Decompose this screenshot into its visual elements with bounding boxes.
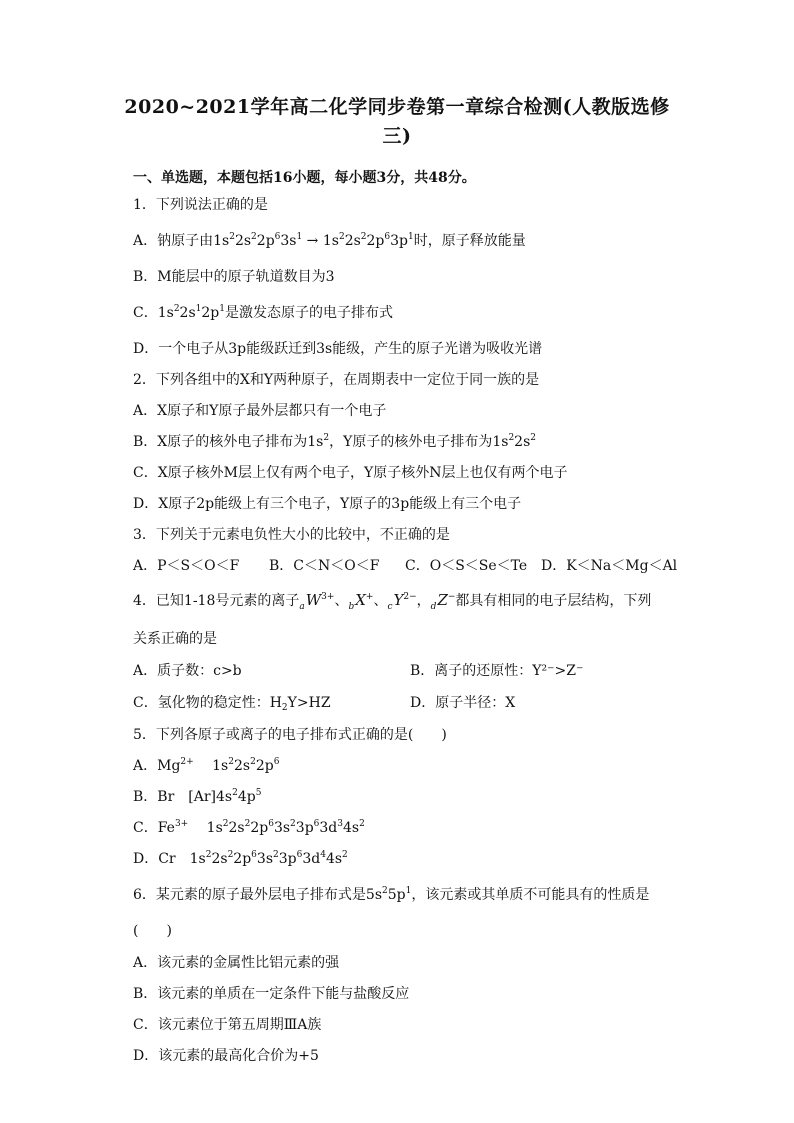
- q3-option-b: B．C＜N＜O＜F: [269, 558, 380, 574]
- q5-option-d: D．Cr $1s^22s^22p^63s^23p^63d^44s^2$: [133, 850, 348, 867]
- q5-stem: 5．下列各原子或离子的电子排布式正确的是( ): [133, 727, 447, 743]
- q6-answer-paren: ( ): [133, 923, 172, 939]
- q1-option-b: B．M能层中的原子轨道数目为3: [133, 269, 335, 285]
- q1-option-a: A．钠原子由$1s^22s^22p^63s^1 \to 1s^22s^22p^63p^1$时，原子释放能量: [133, 232, 526, 249]
- q2-option-d: D．X原子2p能级上有三个电子，Y原子的3p能级上有三个电子: [133, 496, 522, 512]
- q4-stem: 4．已知1-18号元素的离子$_aW^{3+}$、$_b$X+、$_cY^{2-}$，$_d$Z−都具有相同的电子层结构，下列: [133, 591, 652, 612]
- q6-option-c: C．该元素位于第五周期ⅢA族: [133, 1017, 322, 1033]
- q4-stem-continued: 关系正确的是: [133, 631, 217, 647]
- q2-stem: 2．下列各组中的X和Y两种原子，在周期表中一定位于同一族的是: [133, 372, 540, 388]
- q3-options: [133, 555, 677, 575]
- q6-stem: 6．某元素的原子最外层电子排布式是$5s^25p^1$，该元素或其单质不可能具有的性质是: [133, 886, 650, 903]
- document-title-line1: 2020~2021学年高二化学同步卷第一章综合检测(人教版选修: [124, 96, 670, 118]
- q2-option-a: A．X原子和Y原子最外层都只有一个电子: [133, 403, 387, 419]
- q2-option-b: B．X原子的核外电子排布为$1s^2$，Y原子的核外电子排布为$1s^22s^2$: [133, 433, 536, 450]
- q3-option-d: D．K＜Na＜Mg＜Al: [541, 558, 678, 574]
- q1-option-d: D．一个电子从3p能级跃迁到3s能级，产生的原子光谱为吸收光谱: [133, 341, 543, 357]
- q3-option-c: C．O＜S＜Se＜Te: [405, 558, 528, 574]
- q4-option-c: C．氢化物的稳定性：$H_2Y>HZ$: [133, 695, 331, 713]
- q3-option-a: A．P＜S＜O＜F: [133, 558, 240, 574]
- document-title-line2: 三): [382, 125, 412, 147]
- q4-option-a: A．质子数：c>b: [133, 663, 242, 679]
- q3-stem: 3．下列关于元素电负性大小的比较中，不正确的是: [133, 527, 450, 543]
- q2-option-c: C．X原子核外M层上仅有两个电子，Y原子核外N层上也仅有两个电子: [133, 465, 568, 481]
- q5-option-c: C．$Fe^{3+}$ $1s^22s^22p^63s^23p^63d^34s^2$: [133, 819, 365, 836]
- q5-option-b: B．Br $[Ar]4s^24p^5$: [133, 788, 262, 805]
- q1-stem: 1．下列说法正确的是: [133, 197, 268, 213]
- q1-option-c: C．$1s^22s^12p^1$是激发态原子的电子排布式: [133, 304, 393, 321]
- q5-option-a: A．$Mg^{2+}$ $1s^22s^22p^6$: [133, 757, 280, 774]
- q6-option-d: D．该元素的最高化合价为+5: [133, 1048, 319, 1064]
- q6-option-a: A．该元素的金属性比铝元素的强: [133, 955, 340, 971]
- q6-option-b: B．该元素的单质在一定条件下能与盐酸反应: [133, 986, 410, 1002]
- section-heading: 一、单选题，本题包括16小题，每小题3分，共48分。: [133, 170, 476, 186]
- q4-option-b: B．离子的还原性：Y²⁻>Z⁻: [410, 663, 584, 679]
- q4-option-d: D．原子半径：X: [410, 695, 516, 711]
